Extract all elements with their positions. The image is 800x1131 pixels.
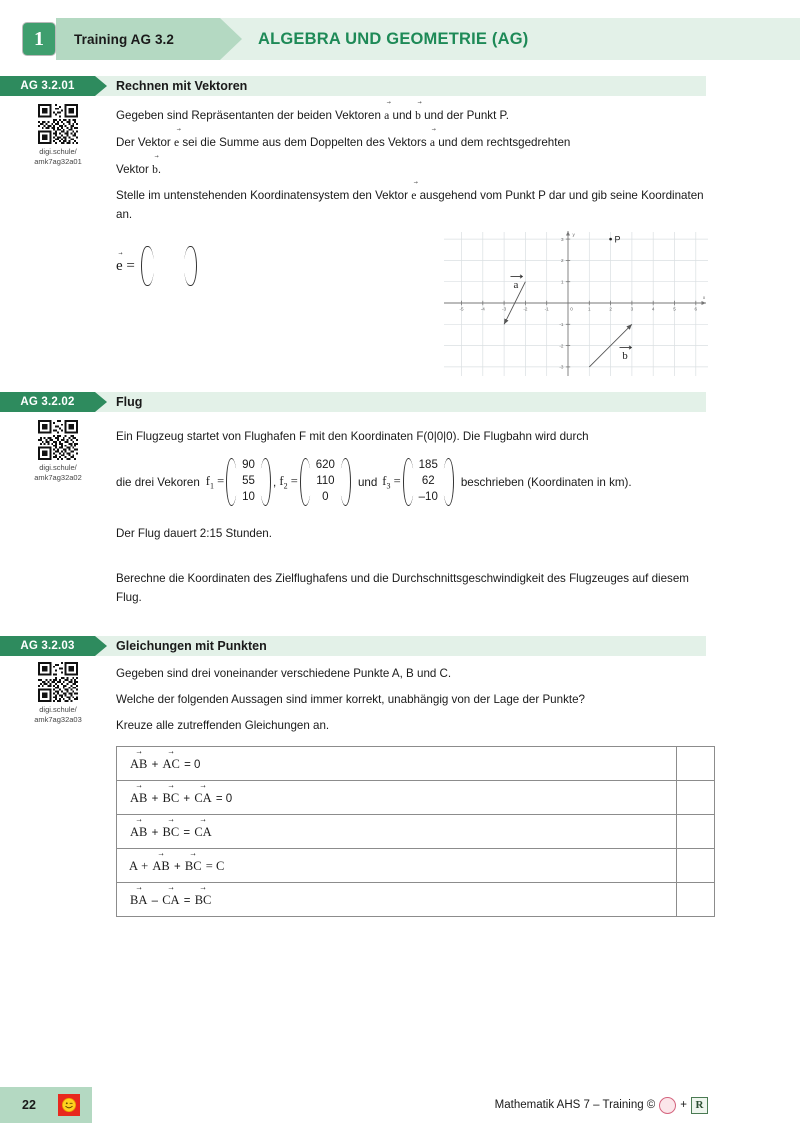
vector-separator: , — [272, 475, 280, 489]
paren-left — [141, 246, 154, 286]
chapter-number: 1 — [34, 27, 44, 50]
page-title: ALGEBRA UND GEOMETRIE (AG) — [258, 29, 529, 48]
vector-AB: AB → — [152, 857, 169, 874]
coordinate-system-svg[interactable] — [440, 226, 712, 380]
page-number: 22 — [22, 1098, 36, 1112]
svg-text:0: 0 — [570, 306, 573, 312]
qr-caption-line2: amk7ag32a02 — [34, 473, 82, 483]
svg-text:1: 1 — [588, 306, 591, 312]
qr-code-icon[interactable] — [38, 420, 78, 460]
svg-text:2: 2 — [609, 306, 612, 312]
f1-value-1: 90 — [242, 459, 255, 472]
publisher-circle-logo — [659, 1097, 676, 1114]
smiley-face-icon — [61, 1097, 77, 1113]
exercise-2-intro — [116, 428, 696, 447]
checkbox-cell-3[interactable] — [677, 815, 715, 849]
vector-AB: AB → — [130, 823, 147, 840]
vector-AC: AC → — [163, 755, 180, 772]
f2-value-2: 110 — [316, 475, 335, 488]
page-footer — [0, 1079, 800, 1131]
op-equals: = — [183, 827, 191, 839]
qr-caption-line2: amk7ag32a01 — [34, 157, 82, 167]
qr-code-icon[interactable] — [38, 662, 78, 702]
header-chip-arrow — [220, 18, 242, 60]
footer-plus: + — [680, 1099, 687, 1111]
vector-f3-matrix — [403, 458, 454, 506]
vector-AB: AB → — [130, 789, 147, 806]
svg-text:3: 3 — [630, 306, 634, 312]
checkbox-cell-2[interactable] — [677, 781, 715, 815]
equation-cell-5 — [117, 883, 677, 917]
exercise-2-duration — [116, 525, 696, 544]
qr-caption-3 — [22, 705, 94, 725]
exercise-2-vectors-row — [116, 458, 632, 506]
f3-value-2: 62 — [421, 475, 435, 488]
vector-e-symbol: e → — [174, 133, 179, 153]
table-row[interactable] — [117, 849, 715, 883]
paren-right — [184, 246, 197, 286]
vector-BC: BC → — [163, 789, 180, 806]
header-subtitle: Training AG 3.2 — [74, 31, 175, 47]
svg-text:-5: -5 — [459, 306, 464, 312]
exercise-tag-arrow-1 — [95, 76, 107, 96]
vector-CA: CA → — [162, 891, 179, 908]
grid-lines — [444, 232, 708, 376]
f3-value-1: 185 — [418, 459, 438, 472]
vector-e-symbol: e → — [411, 186, 416, 206]
exercise-tag-1: AG 3.2.01 — [0, 76, 95, 96]
op-plus: + — [183, 793, 191, 805]
eq-rhs: = C — [205, 859, 225, 873]
equation-cell-1 — [117, 747, 677, 781]
qr-code-icon[interactable] — [38, 104, 78, 144]
f2-value-1: 620 — [315, 459, 335, 472]
smiley-icon — [58, 1094, 80, 1116]
point-p-label: P — [614, 234, 621, 245]
exercise-2-duration-text: Der Flug dauert 2:15 Stunden. — [116, 527, 272, 540]
op-plus: + — [173, 861, 181, 873]
vector-f1-name: $f_1$ = — [205, 473, 225, 491]
vector-AB: AB → — [130, 755, 147, 772]
svg-text:-1: -1 — [559, 322, 564, 327]
answer-label-e: e → = — [116, 257, 135, 275]
f3-value-3: –10 — [418, 490, 438, 503]
exercise-3-para-3: Kreuze alle zutreffenden Gleichungen an. — [116, 718, 330, 732]
exercise-1-para-4: Stelle im untenstehenden Koordinatensystem den Vektor e → ausgehend vom Punkt P dar und gib seine Koordinaten an. — [116, 186, 716, 225]
exercise-tag-arrow-2 — [95, 392, 107, 412]
svg-text:-2: -2 — [523, 306, 528, 312]
point-A: A + — [129, 859, 149, 873]
exercise-body-3 — [116, 665, 696, 735]
vector-CA: CA → — [194, 789, 211, 806]
f2-value-3: 0 — [322, 490, 329, 503]
op-equals: = — [183, 895, 191, 907]
qr-block-2[interactable] — [22, 420, 94, 483]
coordinate-system[interactable] — [440, 226, 712, 380]
op-plus: + — [151, 759, 159, 771]
exercise-tag-arrow-3 — [95, 636, 107, 656]
exercise-tag-2: AG 3.2.02 — [0, 392, 95, 412]
vector-BC: BC → — [195, 891, 212, 908]
exercise-1-para-2: Der Vektor e → sei die Summe aus dem Doppelten des Vektors a → und dem rechtsgedrehten — [116, 133, 716, 153]
svg-text:6: 6 — [694, 306, 698, 312]
exercise-3-para-2: Welche der folgenden Aussagen sind immer korrekt, unabhängig von der Lage der Punkte? — [116, 692, 585, 706]
svg-text:-1: -1 — [544, 306, 549, 312]
vector-b-symbol: b → — [415, 106, 421, 126]
svg-text:-4: -4 — [480, 306, 485, 312]
qr-caption-line1: digi.schule/ — [39, 705, 77, 714]
vectors-conjunction: und — [357, 475, 378, 489]
vector-a-symbol: a → — [430, 133, 435, 153]
vector-f2-matrix — [300, 458, 351, 506]
checkbox-cell-1[interactable] — [677, 747, 715, 781]
tick-labels — [459, 232, 705, 370]
qr-caption-1 — [22, 147, 94, 167]
svg-text:-2: -2 — [559, 343, 564, 349]
svg-text:3: 3 — [560, 236, 564, 242]
exercise-body-1 — [116, 106, 716, 225]
publisher-r-logo: R — [691, 1097, 708, 1114]
vector-b-label: b — [622, 350, 628, 362]
qr-block-1[interactable] — [22, 104, 94, 167]
vector-a-label: a — [513, 279, 519, 291]
vectors-row-prefix: die drei Vekoren — [116, 475, 200, 489]
vector-BC: BC → — [163, 823, 180, 840]
exercise-title-2: Flug — [116, 395, 143, 409]
vector-f3-name: $f_3$ = — [382, 473, 401, 491]
svg-text:4: 4 — [651, 306, 655, 312]
svg-text:y: y — [572, 232, 575, 237]
vector-f1-matrix — [226, 458, 271, 506]
table-row[interactable] — [117, 747, 715, 781]
qr-caption-line2: amk7ag32a03 — [34, 715, 82, 725]
equation-cell-2 — [117, 781, 677, 815]
f1-value-2: 55 — [242, 475, 255, 488]
svg-text:5: 5 — [673, 306, 676, 312]
equation-cell-4 — [117, 849, 677, 883]
chapter-number-badge — [22, 22, 56, 56]
exercise-title-3: Gleichungen mit Punkten — [116, 639, 267, 653]
svg-text:x: x — [702, 295, 706, 300]
table-row[interactable] — [117, 815, 715, 849]
point-p-dot — [609, 238, 612, 241]
table-row[interactable] — [117, 883, 715, 917]
exercise-header-2 — [0, 392, 800, 412]
exercise-2-task — [116, 570, 696, 608]
table-row[interactable] — [117, 781, 715, 815]
qr-caption-line1: digi.schule/ — [39, 463, 77, 472]
footer-credit-text: Mathematik AHS 7 – Training © — [494, 1099, 656, 1111]
answer-field-e-vector[interactable] — [116, 246, 197, 286]
vector-b-symbol: b → — [152, 160, 158, 180]
svg-text:1: 1 — [560, 279, 564, 285]
op-minus: – — [151, 895, 158, 907]
exercise-2-para-1: Ein Flugzeug startet von Flughafen F mit den Koordinaten F(0|0|0). Die Flugbahn wird durch — [116, 430, 589, 443]
exercise-title-1: Rechnen mit Vektoren — [116, 79, 248, 93]
exercise-header-1 — [0, 76, 800, 96]
vector-BA: BA → — [130, 891, 147, 908]
qr-caption-2 — [22, 463, 94, 483]
svg-text:2: 2 — [560, 258, 564, 264]
equation-cell-3 — [117, 815, 677, 849]
vectors-row-suffix: beschrieben (Koordinaten in km). — [460, 475, 632, 489]
op-plus: + — [151, 827, 159, 839]
vector-CA: CA → — [194, 823, 211, 840]
vector-a-symbol: a → — [384, 106, 389, 126]
svg-text:-3: -3 — [559, 364, 564, 370]
footer-credit — [495, 1087, 708, 1123]
exercise-3-para-1: Gegeben sind drei voneinander verschiedene Punkte A, B und C. — [116, 667, 452, 680]
checkbox-cell-4[interactable] — [677, 849, 715, 883]
vector-BC: BC → — [185, 857, 202, 874]
equations-table[interactable] — [116, 746, 715, 917]
vector-f2-name: $f_2$ = — [279, 473, 298, 491]
f1-value-3: 10 — [242, 490, 255, 503]
eq-rhs: = 0 — [215, 793, 233, 805]
eq-rhs: = 0 — [184, 759, 201, 771]
checkbox-cell-5[interactable] — [677, 883, 715, 917]
page-header — [0, 18, 800, 60]
exercise-tag-3: AG 3.2.03 — [0, 636, 95, 656]
svg-text:-3: -3 — [502, 306, 507, 312]
qr-block-3[interactable] — [22, 662, 94, 725]
qr-caption-line1: digi.schule/ — [39, 147, 77, 156]
exercise-1-para-3: Vektor b →. — [116, 160, 716, 180]
exercise-header-3 — [0, 636, 800, 656]
exercise-1-para-1: Gegeben sind Repräsentanten der beiden Vektoren a → und b → und der Punkt P. — [116, 106, 716, 126]
exercise-2-task-text: Berechne die Koordinaten des Zielflughafens und die Durchschnittsgeschwindigkeit des Flugzeuges auf diesem Flug. — [116, 572, 689, 604]
op-plus: + — [151, 793, 159, 805]
